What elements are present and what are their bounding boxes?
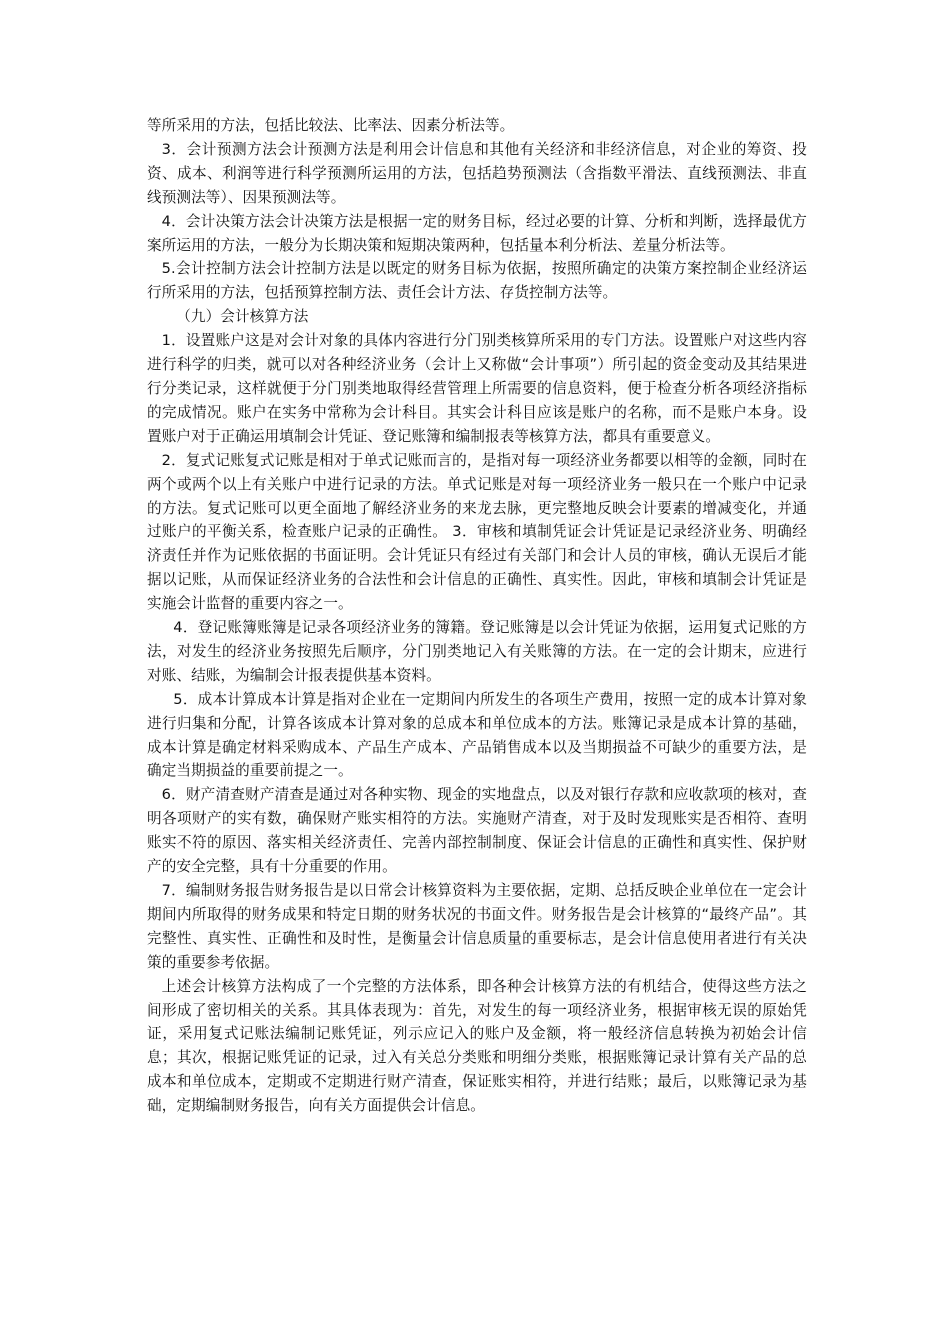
paragraph-setting-accounts: 1．设置账户这是对会计对象的具体内容进行分门别类核算所采用的专门方法。设置账户对这些内容进行科学的归类，就可以对各种经济业务（会计上又称做“会计事项”）所引起的资金变动及其结果进行分类记录，这样就便于分门别类地取得经营管理上所需要的信息资料，便于检查分析各项经济指标的完成情况。账户在实务中常称为会计科目。其实会计科目应该是账户的名称，而不是账户本身。设置账户对于正确运用填制会计凭证、登记账簿和编制报表等核算方法，都具有重要意义。	[147, 332, 807, 445]
paragraph-double-entry: 2．复式记账复式记账是相对于单式记账而言的，是指对每一项经济业务都要以相等的金额，同时在两个或两个以上有关账户中进行记录的方法。单式记账是对每一项经济业务一般只在一个账户中记录的方法。复式记账可以更全面地了解经济业务的来龙去脉，更完整地反映会计要素的增减变化，并通过账户的平衡关系，检查账户记录的正确性。 3．审核和填制凭证会计凭证是记录经济业务、明确经济责任并作为记账依据的书面证明。会计凭证只有经过有关部门和会计人员的审核，确认无误后才能据以记账，从而保证经济业务的合法性和会计信息的正确性、真实性。因此，审核和填制会计凭证是实施会计监督的重要内容之一。	[147, 451, 807, 613]
paragraph-financial-reports: 7．编制财务报告财务报告是以日常会计核算资料为主要依据，定期、总括反映企业单位在一定会计期间内所取得的财务成果和特定日期的财务状况的书面文件。财务报告是会计核算的“最终产品”。其完整性、真实性、正确性和及时性，是衡量会计信息质量的重要标志，是会计信息使用者进行有关决策的重要参考依据。	[147, 882, 807, 971]
paragraph-method-system-summary: 上述会计核算方法构成了一个完整的方法体系，即各种会计核算方法的有机结合，使得这些方法之间形成了密切相关的关系。其具体表现为：首先，对发生的每一项经济业务，根据审核无误的原始凭证，采用复式记账法编制记账凭证，列示应记入的账户及金额，将一般经济信息转换为初始会计信息；其次，根据记账凭证的记录，过入有关总分类账和明细分类账，根据账簿记录计算有关产品的总成本和单位成本，定期或不定期进行财产清查，保证账实相符，并进行结账；最后，以账簿记录为基础，定期编制财务报告，向有关方面提供会计信息。	[147, 977, 807, 1115]
paragraph-decision-methods: 4．会计决策方法会计决策方法是根据一定的财务目标，经过必要的计算、分析和判断，选择最优方案所运用的方法，一般分为长期决策和短期决策两种，包括量本利分析法、差量分析法等。	[147, 212, 807, 254]
paragraph-bookkeeping: 4．登记账簿账簿是记录各项经济业务的簿籍。登记账簿是以会计凭证为依据，运用复式记账的方法，对发生的经济业务按照先后顺序，分门别类地记入有关账簿的方法。在一定的会计期末，应进行对账、结账，为编制会计报表提供基本资料。	[147, 619, 807, 684]
paragraph-control-methods: 5.会计控制方法会计控制方法是以既定的财务目标为依据，按照所确定的决策方案控制企业经济运行所采用的方法，包括预算控制方法、责任会计方法、存货控制方法等。	[147, 260, 807, 302]
document-body	[147, 114, 807, 1118]
section-heading-accounting-methods: （九）会计核算方法	[176, 308, 309, 326]
paragraph-comparison-methods-tail: 等所采用的方法，包括比较法、比率法、因素分析法等。	[147, 117, 515, 134]
paragraph-forecast-methods: 3．会计预测方法会计预测方法是利用会计信息和其他有关经济和非经济信息，对企业的筹资、投资、成本、利润等进行科学预测所运用的方法，包括趋势预测法（含指数平滑法、直线预测法、非直线预测法等）、因果预测法等。	[147, 140, 807, 206]
paragraph-property-inventory: 6．财产清查财产清查是通过对各种实物、现金的实地盘点，以及对银行存款和应收款项的核对，查明各项财产的实有数，确保财产账实相符的方法。实施财产清查，对于及时发现账实是否相符、查明账实不符的原因、落实相关经济责任、完善内部控制制度、保证会计信息的正确性和真实性、保护财产的安全完整，具有十分重要的作用。	[147, 786, 807, 876]
paragraph-cost-calculation: 5．成本计算成本计算是指对企业在一定期间内所发生的各项生产费用，按照一定的成本计算对象进行归集和分配，计算各该成本计算对象的总成本和单位成本的方法。账簿记录是成本计算的基础，成本计算是确定材料采购成本、产品生产成本、产品销售成本以及当期损益不可缺少的重要方法，是确定当期损益的重要前提之一。	[147, 690, 807, 780]
